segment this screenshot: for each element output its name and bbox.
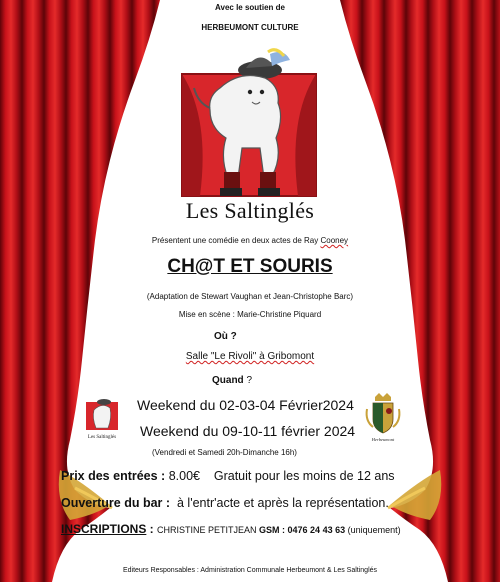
inscriptions-line: [61, 522, 401, 536]
weekend-1: Weekend du 02-03-04 Février2024: [137, 397, 354, 413]
mini-troupe-logo: [84, 396, 120, 440]
when-question: [212, 375, 252, 386]
support-line: Avec le soutien de: [215, 3, 285, 12]
bar-line: [61, 496, 389, 510]
where-question: Où ?: [214, 331, 237, 342]
play-title: CH@T ET SOURIS: [167, 256, 333, 277]
venue-text: Salle "Le Rivoli" à Gribomont: [185, 351, 315, 362]
presents-text: Présentent une comédie en deux actes de Ray: [151, 236, 321, 245]
when-label: Quand: [212, 375, 244, 386]
venue: [0, 351, 500, 362]
troupe-name: Les Saltinglés: [185, 198, 315, 223]
crest-caption: Herbeumont: [371, 437, 395, 442]
bar-label: Ouverture du bar :: [61, 496, 171, 510]
inscriptions-label: INSCRIPTIONS: [61, 522, 147, 536]
show-hours: (Vendredi et Samedi 20h-Dimanche 16h): [152, 448, 297, 457]
inscriptions-gsm: GSM : 0476 24 43 63: [259, 525, 346, 535]
mini-logo-caption: Les Saltinglés: [87, 435, 117, 440]
weekend-2: Weekend du 09-10-11 février 2024: [140, 423, 356, 439]
when-mark: ?: [243, 375, 253, 386]
prices-amount: 8.00€: [165, 469, 200, 483]
inscriptions-note: (uniquement): [345, 525, 401, 535]
prices-free: Gratuit pour les moins de 12 ans: [199, 469, 395, 483]
inscriptions-colon: :: [146, 522, 158, 536]
prices-label: Prix des entrées :: [61, 469, 166, 483]
author-lastname: Cooney: [320, 236, 349, 245]
direction-credit: Mise en scène : Marie-Christine Piquard: [178, 310, 322, 319]
herbeumont-crest: [363, 391, 403, 443]
inscriptions-contact: CHRISTINE PETITJEAN: [157, 525, 260, 535]
bar-text: à l'entr'acte et après la représentation.: [170, 496, 389, 510]
troupe-logo: [180, 48, 318, 198]
presents-line: [0, 236, 500, 245]
footer-publishers: Editeurs Responsables : Administration Communale Herbeumont & Les Saltinglés: [122, 567, 378, 574]
prices-line: [61, 469, 395, 483]
adaptation-credit: (Adaptation de Stewart Vaughan et Jean-Christophe Barc): [146, 292, 354, 301]
sponsor-name: HERBEUMONT CULTURE: [201, 23, 299, 32]
